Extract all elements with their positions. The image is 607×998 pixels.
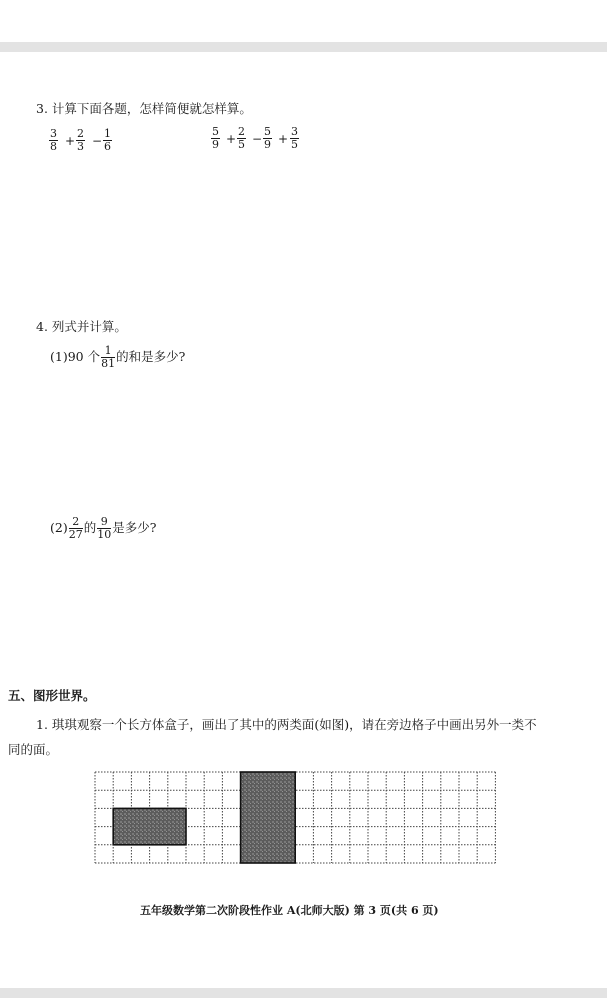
fraction: $\frac{2}{27}$ [68, 515, 83, 541]
grid-figure [92, 769, 502, 865]
operator: + [65, 134, 76, 148]
fraction: $\frac{9}{10}$ [97, 515, 112, 541]
q5-1-text-line-2: 同的面。 [8, 742, 59, 757]
fraction: $\frac{1}{6}$ [104, 127, 111, 153]
fraction: $\frac{5}{9}$ [212, 125, 219, 151]
fraction: $\frac{1}{81}$ [101, 344, 116, 370]
page-footer: 五年级数学第二次阶段性作业 A(北师大版) 第 3 页(共 6 页) [140, 904, 439, 917]
q4-title: 4. 列式并计算。 [36, 319, 127, 334]
shaded-face-small [113, 808, 186, 844]
q4-part-2: (2) $\frac{2}{27}$ 的 $\frac{9}{10}$ 是多少? [50, 515, 157, 541]
section-5-title: 五、图形世界。 [8, 688, 96, 703]
shaded-face-tall [241, 772, 296, 863]
operator: − [252, 132, 263, 146]
bottom-margin-band [0, 988, 607, 998]
fraction: $\frac{3}{8}$ [50, 127, 57, 153]
operator: + [278, 132, 289, 146]
operator: − [92, 134, 103, 148]
operator: + [226, 132, 237, 146]
fraction: $\frac{3}{5}$ [291, 125, 298, 151]
fraction: $\frac{5}{9}$ [264, 125, 271, 151]
fraction: $\frac{2}{5}$ [238, 125, 245, 151]
q3-title: 3. 计算下面各题，怎样简便就怎样算。 [36, 101, 252, 116]
top-margin-band [0, 0, 607, 44]
q4-part-1: (1)90 个 $\frac{1}{81}$ 的和是多少? [50, 344, 186, 370]
fraction: $\frac{2}{3}$ [77, 127, 84, 153]
q5-1-text-line-1: 1. 琪琪观察一个长方体盒子，画出了其中的两类面(如图)，请在旁边格子中画出另外一类不 [36, 717, 537, 732]
